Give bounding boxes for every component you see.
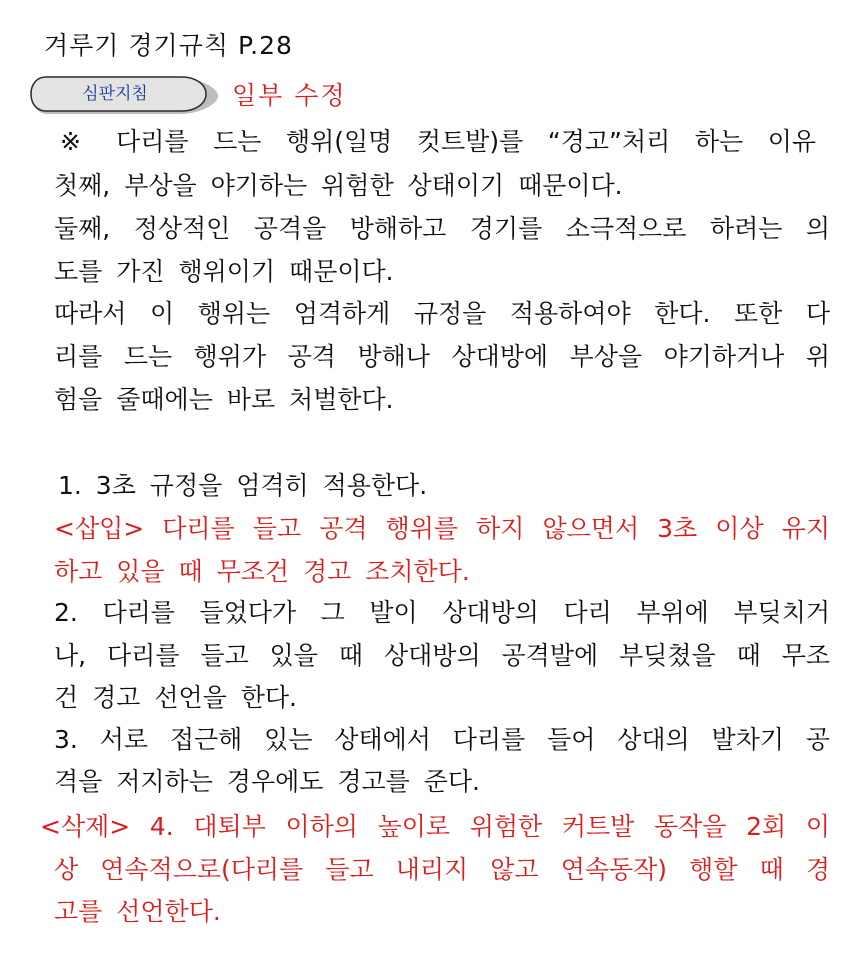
tag-note: 일부 수정 bbox=[232, 81, 347, 110]
body-line: 도를 가진 행위이기 때문이다. bbox=[54, 257, 394, 286]
body-line: 험을 줄때에는 바로 처벌한다. bbox=[54, 385, 394, 414]
page-title: 겨루기 경기규칙 P.28 bbox=[44, 31, 293, 60]
rule-insert-line: 하고 있을 때 무조건 경고 조치한다. bbox=[54, 557, 470, 586]
rule-item-2-line: 건 경고 선언을 한다. bbox=[54, 683, 297, 712]
rule-item-2-line: 나, 다리를 들고 있을 때 상대방의 공격발에 부딪쳤을 때 무조 bbox=[54, 641, 830, 670]
body-line: ※ 다리를 드는 행위(일명 컷트발)를 “경고”처리 하는 이유 bbox=[60, 127, 816, 156]
body-line: 둘째, 정상적인 공격을 방해하고 경기를 소극적으로 하려는 의 bbox=[54, 214, 830, 243]
body-line: 따라서 이 행위는 엄격하게 규정을 적용하여야 한다. 또한 다 bbox=[54, 299, 830, 328]
body-line: 리를 드는 행위가 공격 방해나 상대방에 부상을 야기하거나 위 bbox=[54, 342, 830, 371]
rule-item-2: 2. 다리를 들었다가 그 발이 상대방의 다리 부위에 부딪치거 bbox=[54, 598, 830, 627]
body-line: 첫째, 부상을 야기하는 위험한 상태이기 때문이다. bbox=[54, 171, 623, 200]
rule-item-3: 3. 서로 접근해 있는 상태에서 다리를 들어 상대의 발차기 공 bbox=[54, 725, 830, 754]
tag-label: 심판지침 bbox=[82, 84, 148, 104]
rule-insert-line: <삽입> 다리를 들고 공격 행위를 하지 않으면서 3초 이상 유지 bbox=[54, 514, 830, 543]
rule-delete-line: 상 연속적으로(다리를 들고 내리지 않고 연속동작) 행할 때 경 bbox=[54, 855, 830, 884]
guideline-tag bbox=[30, 76, 220, 116]
rule-delete-line: <삭제> 4. 대퇴부 이하의 높이로 위험한 커트발 동작을 2회 이 bbox=[40, 812, 830, 841]
rule-item-3-line: 격을 저지하는 경우에도 경고를 준다. bbox=[54, 767, 480, 796]
rule-delete-line: 고를 선언한다. bbox=[54, 897, 221, 926]
rule-item-1: 1. 3초 규정을 엄격히 적용한다. bbox=[58, 471, 428, 500]
